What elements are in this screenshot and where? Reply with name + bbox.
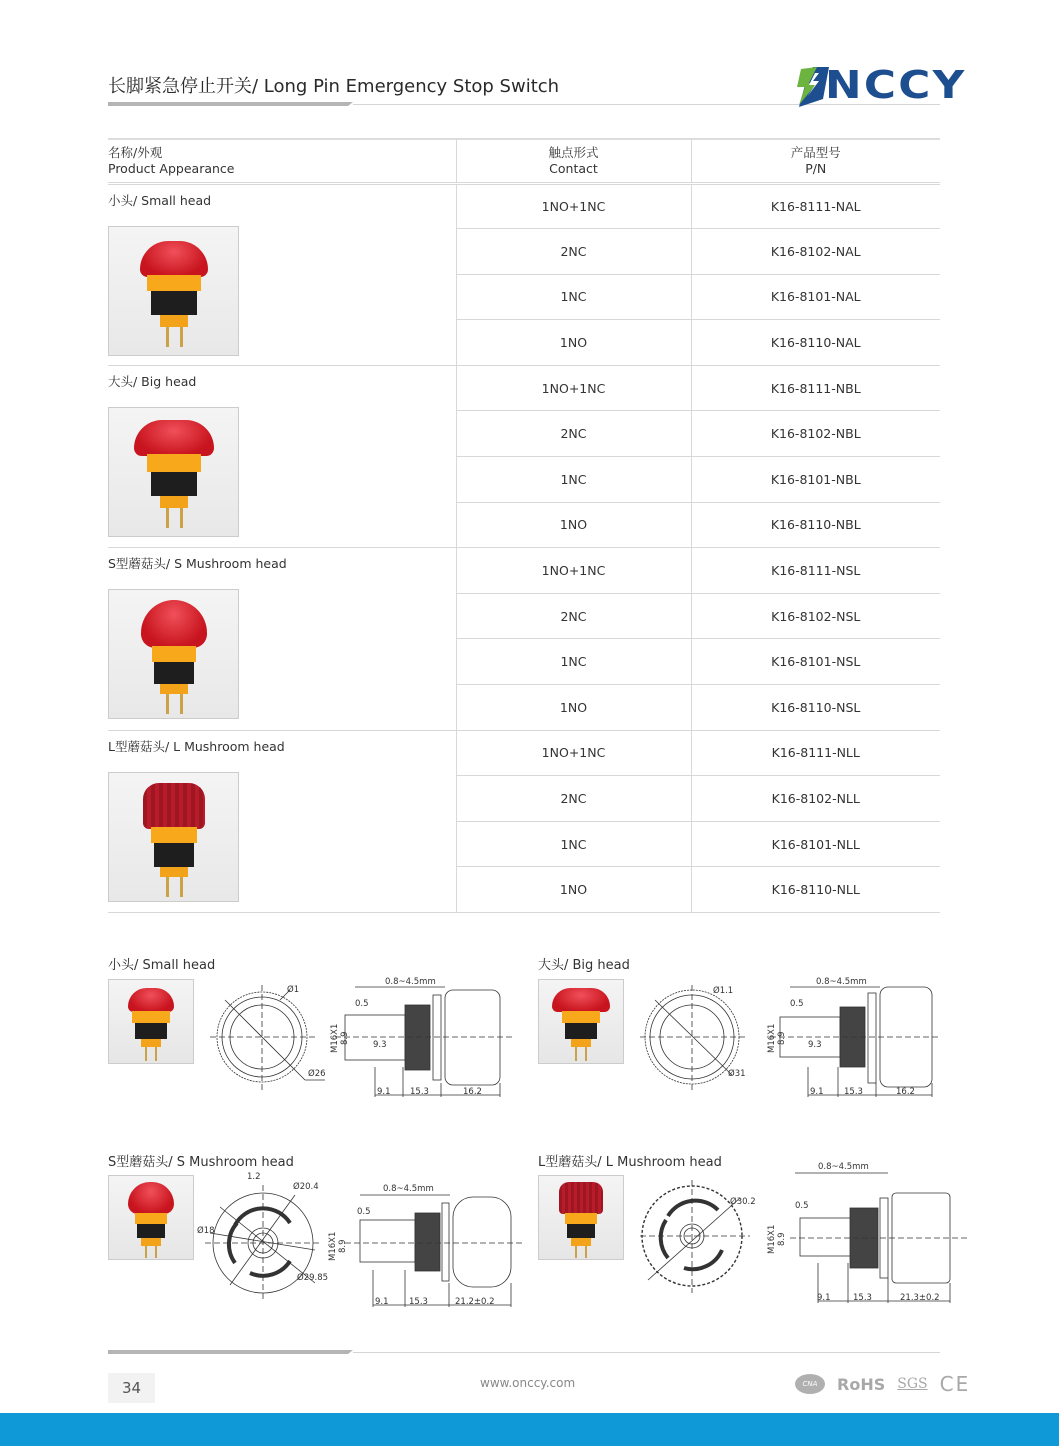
cna-cert-icon: CNA [795, 1374, 825, 1394]
drawing-label-big-head: 大头/ Big head [538, 958, 630, 973]
svg-text:9.1: 9.1 [810, 1087, 824, 1097]
contact-cell: 1NO [456, 502, 691, 548]
product-photo-l-mushroom [108, 772, 239, 902]
pn-cell: K16-8101-NSL [691, 639, 940, 685]
pn-cell: K16-8102-NSL [691, 593, 940, 639]
website-link[interactable]: www.onccy.com [480, 1376, 576, 1390]
svg-text:M16X1: M16X1 [767, 1224, 777, 1254]
pn-cell: K16-8110-NSL [691, 685, 940, 731]
dimension-drawing-l-mushroom [640, 1158, 970, 1308]
pn-cell: K16-8102-NAL [691, 229, 940, 275]
svg-text:9.1: 9.1 [375, 1297, 389, 1307]
svg-text:0.5: 0.5 [357, 1207, 371, 1217]
svg-text:1.2: 1.2 [247, 1172, 261, 1182]
svg-text:9.1: 9.1 [377, 1087, 391, 1097]
pn-cell: K16-8102-NLL [691, 776, 940, 822]
svg-text:Ø18: Ø18 [197, 1226, 215, 1236]
title-underline-accent [108, 102, 353, 106]
svg-text:8.9: 8.9 [340, 1031, 350, 1045]
contact-cell: 1NO+1NC [456, 730, 691, 776]
pn-cell: K16-8111-NSL [691, 548, 940, 594]
svg-text:16.2: 16.2 [463, 1087, 482, 1097]
contact-cell: 2NC [456, 776, 691, 822]
svg-text:0.5: 0.5 [790, 999, 804, 1009]
pn-cell: K16-8110-NAL [691, 320, 940, 366]
contact-cell: 1NO [456, 320, 691, 366]
thumb-small-head [108, 979, 194, 1064]
dimension-drawing-small-head [205, 975, 515, 1105]
contact-cell: 1NO+1NC [456, 183, 691, 229]
table-header-row [108, 139, 940, 183]
table-row [108, 183, 940, 229]
contact-cell: 1NO+1NC [456, 548, 691, 594]
svg-text:0.8~4.5mm: 0.8~4.5mm [383, 1184, 434, 1194]
page-title: 长脚紧急停止开关/ Long Pin Emergency Stop Switch [108, 76, 560, 97]
svg-text:M16X1: M16X1 [328, 1231, 338, 1261]
header-contact: 触点形式 Contact [456, 139, 691, 183]
svg-text:Ø1: Ø1 [287, 985, 300, 995]
contact-cell: 2NC [456, 229, 691, 275]
product-photo-s-mushroom [108, 589, 239, 719]
svg-text:Ø1.1: Ø1.1 [713, 986, 734, 996]
pn-cell: K16-8110-NBL [691, 502, 940, 548]
table-row [108, 548, 940, 594]
group-label: 大头/ Big head [108, 373, 197, 389]
contact-cell: 2NC [456, 411, 691, 457]
contact-cell: 1NO [456, 685, 691, 731]
svg-text:Ø29.85: Ø29.85 [297, 1273, 329, 1283]
pn-cell: K16-8110-NLL [691, 867, 940, 913]
svg-text:Ø31: Ø31 [728, 1069, 746, 1079]
drawing-label-s-mushroom: S型蘑菇头/ S Mushroom head [108, 1155, 294, 1170]
pn-cell: K16-8111-NAL [691, 183, 940, 229]
table-row [108, 730, 940, 776]
footer-color-band [0, 1413, 1059, 1446]
svg-text:Ø20.4: Ø20.4 [293, 1182, 319, 1192]
svg-text:15.3: 15.3 [410, 1087, 429, 1097]
contact-cell: 1NO [456, 867, 691, 913]
svg-text:21.2±0.2: 21.2±0.2 [455, 1297, 495, 1307]
contact-cell: 1NC [456, 274, 691, 320]
sgs-cert-icon: SGS [897, 1376, 928, 1392]
header-appearance: 名称/外观 Product Appearance [108, 139, 456, 183]
group-label: L型蘑菇头/ L Mushroom head [108, 738, 285, 754]
spec-table [108, 138, 940, 913]
footer-rule-accent [108, 1350, 353, 1354]
dimension-drawing-big-head [640, 975, 950, 1105]
product-photo-big-head [108, 407, 239, 537]
ce-cert-icon: CE [939, 1372, 971, 1396]
contact-cell: 1NC [456, 821, 691, 867]
rohs-cert-icon: RoHS [837, 1374, 886, 1394]
contact-cell: 2NC [456, 593, 691, 639]
appearance-cell-l-mushroom [108, 730, 456, 912]
svg-text:M16X1: M16X1 [330, 1023, 340, 1053]
svg-text:8.9: 8.9 [338, 1239, 348, 1253]
svg-text:15.3: 15.3 [409, 1297, 428, 1307]
svg-text:0.8~4.5mm: 0.8~4.5mm [816, 977, 867, 987]
table-row [108, 365, 940, 411]
svg-text:0.5: 0.5 [795, 1201, 809, 1211]
header-pn: 产品型号 P/N [691, 139, 940, 183]
thumb-s-mushroom [108, 1175, 194, 1260]
footer-rule [353, 1352, 940, 1353]
svg-text:0.8~4.5mm: 0.8~4.5mm [385, 977, 436, 987]
svg-text:9.3: 9.3 [808, 1040, 822, 1050]
svg-text:21.3±0.2: 21.3±0.2 [900, 1293, 940, 1303]
svg-text:Ø26: Ø26 [308, 1069, 326, 1079]
group-label: 小头/ Small head [108, 192, 212, 208]
svg-text:15.3: 15.3 [844, 1087, 863, 1097]
drawing-label-l-mushroom: L型蘑菇头/ L Mushroom head [538, 1155, 722, 1170]
svg-text:9.3: 9.3 [373, 1040, 387, 1050]
drawing-label-small-head: 小头/ Small head [108, 958, 216, 973]
svg-text:M16X1: M16X1 [767, 1023, 777, 1053]
svg-text:15.3: 15.3 [853, 1293, 872, 1303]
contact-cell: 1NO+1NC [456, 365, 691, 411]
pn-cell: K16-8101-NLL [691, 821, 940, 867]
appearance-cell-big-head [108, 365, 456, 547]
pn-cell: K16-8111-NBL [691, 365, 940, 411]
svg-text:Ø30.2: Ø30.2 [730, 1197, 756, 1207]
svg-text:0.8~4.5mm: 0.8~4.5mm [818, 1162, 869, 1172]
contact-cell: 1NC [456, 457, 691, 503]
brand-logo [795, 63, 965, 107]
thumb-big-head [538, 979, 624, 1064]
logo-wordmark: NCCY [825, 63, 967, 107]
appearance-cell-s-mushroom [108, 548, 456, 730]
pn-cell: K16-8101-NAL [691, 274, 940, 320]
svg-text:8.9: 8.9 [777, 1031, 787, 1045]
contact-cell: 1NC [456, 639, 691, 685]
page-number: 34 [108, 1373, 155, 1403]
group-label: S型蘑菇头/ S Mushroom head [108, 556, 287, 572]
appearance-cell-small-head [108, 183, 456, 365]
pn-cell: K16-8111-NLL [691, 730, 940, 776]
dimension-drawing-s-mushroom [195, 1165, 525, 1315]
pn-cell: K16-8102-NBL [691, 411, 940, 457]
svg-text:9.1: 9.1 [817, 1293, 831, 1303]
pn-cell: K16-8101-NBL [691, 457, 940, 503]
certification-logos [795, 1372, 970, 1396]
svg-text:8.9: 8.9 [777, 1232, 787, 1246]
product-photo-small-head [108, 226, 239, 356]
svg-text:0.5: 0.5 [355, 999, 369, 1009]
svg-text:16.2: 16.2 [896, 1087, 915, 1097]
thumb-l-mushroom [538, 1175, 624, 1260]
